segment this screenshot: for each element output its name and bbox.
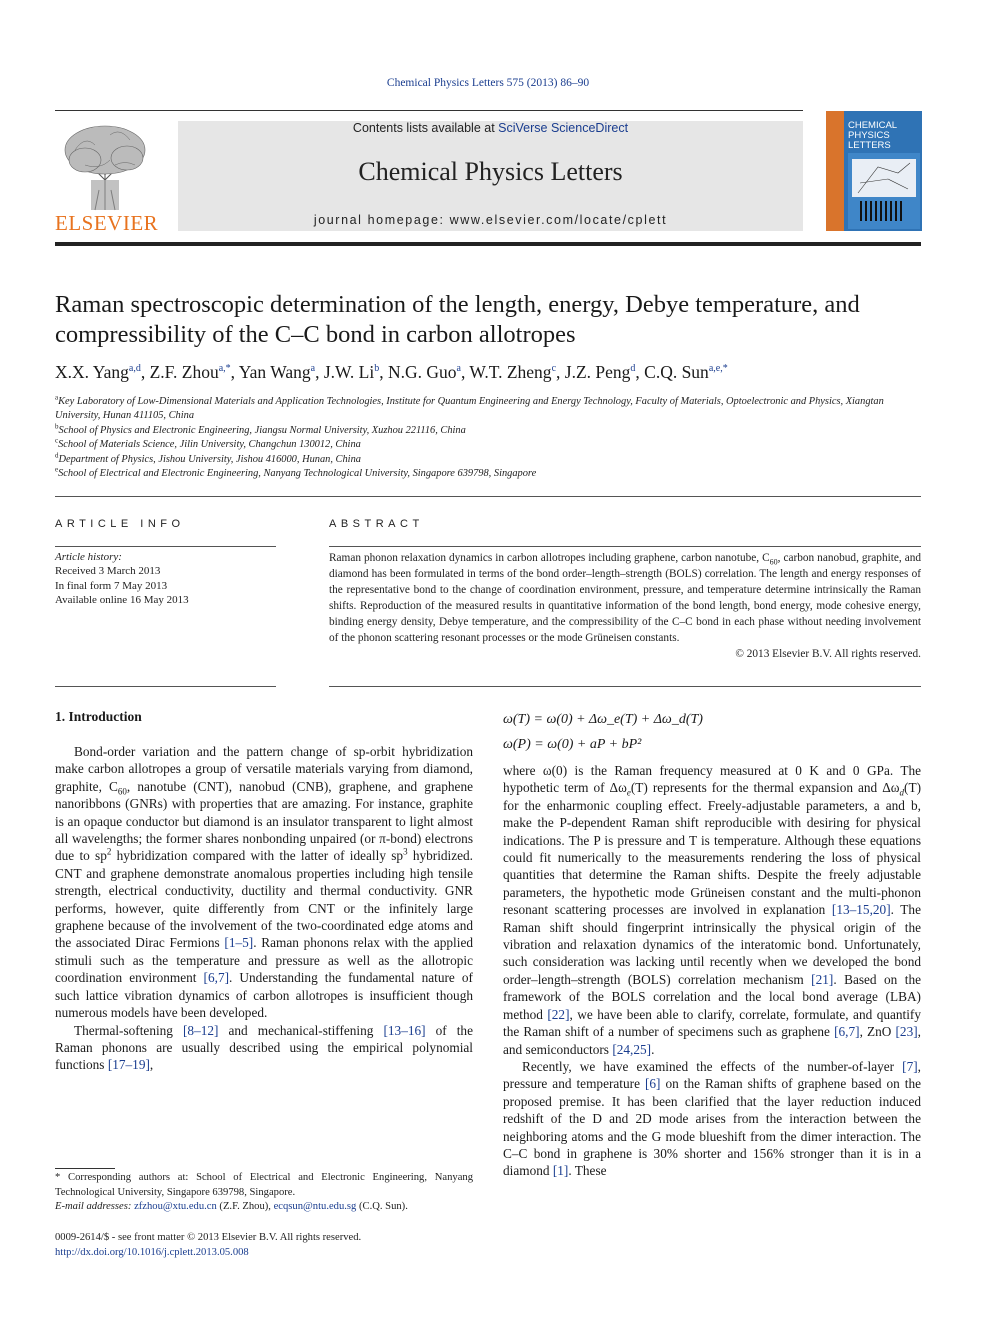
paragraph: where ω(0) is the Raman frequency measured at 0 K and 0 GPa. The hypothetic term of $\Delta\omega_e(T)$ represents for the thermal expansion and $\Delta\omega_d(T)$ for the enharmonic coupling effect. Freely-adjustable parameters, a and b, make the P-dependent Raman shift reproducible with desiring for physical indications. The P is pressure and T is temperature. Although these equations could fit numerically to the measurements rendering the loss of physical quantities that determine the Raman shifts. Despite the freely adjustable parameters, the hypothetic mode Grüneisen constant and the multi-phonon resonant scattering processes are involved in explanation [13–15,20]. The Raman shift should fingerprint intrinsically the physical origin of the vibration and relaxation dynamics of the interatomic bond. Unfortunately, such consideration was lacking until recently when we developed the bond order–length–strength (BOLS) correlation mechanism [21]. Based on the framework of the BOLS correlation and the local bond average (LBA) method [22], we have been able to clarify, correlate, formulate, and quantify the Raman shift of a number of specimens such as graphene [6,7], ZnO [23], and semiconductors [24,25]. xyxy=(503,763,922,1057)
journal-homepage[interactable]: journal homepage: www.elsevier.com/locate/cplett xyxy=(313,213,668,227)
paragraph: Bond-order variation and the pattern change of sp-orbit hybridization make carbon allotropes a group of versatile materials varying from diamond, graphite, $C_{60}$, nanotube (CNT), nanobud (CNB), graphene, and graphene nanoribbons (GNRs) with properties that are amazing. For instance, graphite is an opaque conductor but diamond is an insulator transparent to light almost all wavelengths; the former shares nonbonding unpaired (or π-bond) electrons due to $sp^2$ hybridization compared with the latter of ideally $sp^3$ hybridized. CNT and graphene demonstrate anomalous properties including high tensile strength, electrical conductivity, ductility and thermal conductivity. GNR performs, however, quite differently from CNT or the infinitely large graphene because of the involvement of the two-coordinated edge atoms and the associated Dirac Fermions [1–5]. Raman phonons relax with the applied stimuli such as the temperature and pressure as well as the allotropic coordination environment [6,7]. Understanding the fundamental nature of such lattice vibration dynamics of carbon allotropes is insufficient though numerous models have been developed. xyxy=(55,744,474,1021)
final-form-date: In final form 7 May 2013 xyxy=(55,579,168,592)
citation-link[interactable]: [21] xyxy=(811,971,834,987)
article-history: Article history: Received 3 March 2013 In final form 7 May 2013 Available online 16 May 2013 xyxy=(55,550,276,607)
author[interactable]: J.Z. Peng xyxy=(564,362,631,382)
citation-link[interactable]: [24,25] xyxy=(612,1041,652,1057)
cover-title: CHEMICAL PHYSICS LETTERS xyxy=(848,120,898,151)
body-column-left xyxy=(55,743,473,1074)
citation-link[interactable]: [13–15,20] xyxy=(831,902,891,918)
header-rule xyxy=(55,110,803,111)
doi-link[interactable]: http://dx.doi.org/10.1016/j.cplett.2013.05.008 xyxy=(55,1246,249,1258)
citation-link[interactable]: [1–5] xyxy=(224,935,254,951)
cover-graphic-icon xyxy=(848,153,920,229)
citation-link[interactable]: [13–16] xyxy=(383,1022,426,1038)
author[interactable]: J.W. Li xyxy=(323,362,375,382)
article-info-heading: ARTICLE INFO xyxy=(55,518,185,530)
footnote-rule xyxy=(55,1168,115,1169)
citation-link[interactable]: [1] xyxy=(552,1163,569,1179)
affiliations xyxy=(55,395,921,481)
affiliation-item: $^c$School of Materials Science, Jilin University, Changchun 130012, China xyxy=(55,436,361,451)
issn-line: 0009-2614/$ - see front matter © 2013 Elsevier B.V. All rights reserved. xyxy=(55,1232,362,1243)
citation-link[interactable]: [7] xyxy=(902,1058,918,1074)
online-date: Available online 16 May 2013 xyxy=(55,593,189,606)
journal-cover[interactable] xyxy=(826,111,922,231)
journal-title: Chemical Physics Letters xyxy=(358,157,623,186)
section-rule xyxy=(55,496,921,497)
section-heading-introduction: 1. Introduction xyxy=(55,709,142,724)
citation-link[interactable]: [6] xyxy=(644,1076,661,1092)
abstract-text: Raman phonon relaxation dynamics in carbon allotropes including graphene, carbon nanotube, $C_{60}$, carbon nanobud, graphite, and diamond has been formulated in terms of the bond order–length–strength (BOLS) correlation. The length and energy responses of the representative bond to the change of coordination environment, pressure, and temperature determine intrinsically the Raman shifts. Reproduction of the measured results in quantitative information of the bond length, bond energy, mode cohesive energy, binding energy density, Debye temperature, and the compressibility of the C–C bond in each phase without needing involvement of the phonon scattering resonant processes or the mode Grüneisen constants. © 2013 Elsevier B.V. All rights reserved. xyxy=(329,552,922,660)
email-link[interactable]: ecqsun@ntu.edu.sg xyxy=(273,1201,357,1212)
page-footer xyxy=(55,1231,555,1260)
article-info-rule xyxy=(55,546,276,547)
abstract-rule-bottom xyxy=(329,686,921,687)
author-list: X.X. Yang$^{a,d}$, Z.F. Zhou$^{a,*}$, Yan Wang$^a$, J.W. Li$^b$, N.G. Guo$^a$, W.T. Zheng$^c$, J.Z. Peng$^d$, C.Q. Sun$^{a,e,*}$ xyxy=(55,362,728,382)
cover-strip xyxy=(826,111,844,231)
abstract-rule xyxy=(329,546,921,547)
article-info-rule-bottom xyxy=(55,686,276,687)
header-thick-rule xyxy=(55,242,921,246)
abstract-heading: ABSTRACT xyxy=(329,518,424,530)
citation-link[interactable]: [6,7] xyxy=(203,970,230,986)
citation-link[interactable]: [17–19] xyxy=(107,1057,150,1073)
author[interactable]: Yan Wang xyxy=(238,362,311,382)
journal-reference[interactable]: Chemical Physics Letters 575 (2013) 86–90 xyxy=(386,77,590,89)
author[interactable]: W.T. Zheng xyxy=(469,362,552,382)
body-column-right xyxy=(503,762,921,1180)
equations xyxy=(503,707,921,757)
author[interactable]: X.X. Yang xyxy=(55,362,129,382)
citation-link[interactable]: [23] xyxy=(895,1024,918,1040)
sciencedirect-link[interactable]: SciVerse ScienceDirect xyxy=(498,121,629,135)
journal-masthead xyxy=(178,121,803,231)
citation-link[interactable]: [22] xyxy=(547,1006,570,1022)
abstract-copyright: © 2013 Elsevier B.V. All rights reserved. xyxy=(735,648,921,660)
contents-line: Contents lists available at SciVerse ScienceDirect xyxy=(352,121,629,135)
citation-link[interactable]: [8–12] xyxy=(183,1022,219,1038)
author[interactable]: Z.F. Zhou xyxy=(149,362,219,382)
author[interactable]: C.Q. Sun xyxy=(644,362,709,382)
author[interactable]: N.G. Guo xyxy=(387,362,457,382)
corresponding-author-footnote: * Corresponding authors at: School of Electrical and Electronic Engineering, Nanyang Technological University, Singapore 639798, Singapore. E-mail addresses: zfzhou@xtu.edu.cn (Z.F. Zhou), ecqsun@ntu.edu.sg (C.Q. Sun). xyxy=(55,1172,473,1212)
elsevier-wordmark: ELSEVIER xyxy=(55,211,159,235)
citation-link[interactable]: [6,7] xyxy=(834,1024,860,1040)
article-title: Raman spectroscopic determination of the length, energy, Debye temperature, and compressibility of the C–C bond in carbon allotropes xyxy=(55,291,860,348)
affiliation-item: $^e$School of Electrical and Electronic Engineering, Nanyang Technological University, Singapore 639798, Singapore xyxy=(55,465,537,480)
equation-1: ω(T) = ω(0) + Δω_e(T) + Δω_d(T) xyxy=(503,712,703,727)
affiliation-item: $^b$School of Physics and Electronic Engineering, Jiangsu Normal University, Xuzhou 221116, China xyxy=(55,422,466,436)
received-date: Received 3 March 2013 xyxy=(55,565,161,578)
paragraph: Thermal-softening [8–12] and mechanical-stiffening [13–16] of the Raman phonons are usually described using the empirical polynomial functions [17–19], xyxy=(55,1022,473,1073)
paragraph: Recently, we have examined the effects of the number-of-layer [7], pressure and temperature [6] on the Raman shifts of graphene based on the proposed premise. It has been clarified that the layer reduction induced redshift of the D and 2D mode arises from the interaction between the neighboring atoms and the G mode blueshift from the dimer interaction. The C–C bond in graphene is 30% shorter and 156% stronger than it is in a diamond [1]. These xyxy=(503,1058,922,1179)
email-link[interactable]: zfzhou@xtu.edu.cn xyxy=(134,1201,217,1212)
equation-2: ω(P) = ω(0) + aP + bP² xyxy=(503,737,642,752)
affiliation-item: $^a$Key Laboratory of Low-Dimensional Materials and Application Technologies, Institute for Quantum Engineering and Energy Technology, Faculty of Materials, Optoelectronic and Physics, Xiangtan University, Hunan 411105, China xyxy=(55,393,884,422)
affiliation-item: $^d$Department of Physics, Jishou University, Jishou 416000, Hunan, China xyxy=(55,451,361,465)
